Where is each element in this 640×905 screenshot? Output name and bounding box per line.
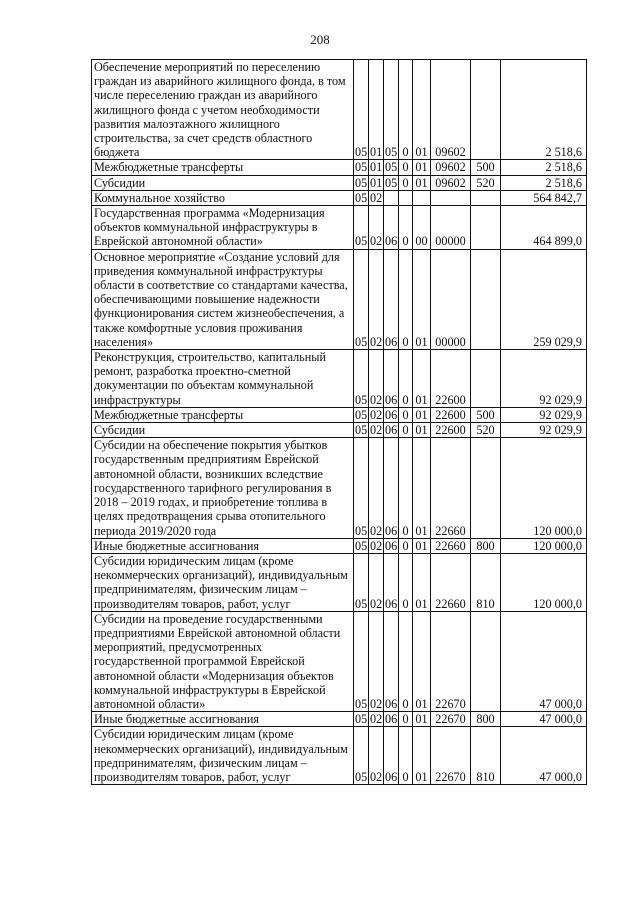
subsection-code-cell: 02	[370, 538, 383, 553]
program-code-cell: 06	[384, 206, 399, 250]
row-name-cell: Межбюджетные трансферты	[92, 407, 354, 422]
main-event-code-cell: 01	[413, 553, 431, 611]
expense-type-cell: 520	[471, 423, 501, 438]
main-event-code-cell: 01	[413, 611, 431, 711]
row-name-cell: Основное мероприятие «Создание условий для приведения коммунальной инфраструктуры области в соответствие со стандартами качества, обеспечивающими повышение надежности функционирования систем жизнеобеспечения, а также комфортные условия проживания населения»	[92, 249, 354, 349]
expense-type-cell	[471, 206, 501, 250]
section-code-cell: 05	[354, 206, 369, 250]
direction-code-cell: 09602	[431, 160, 471, 175]
expense-type-cell: 800	[471, 712, 501, 727]
main-event-code-cell: 01	[413, 249, 431, 349]
expense-type-cell: 500	[471, 160, 501, 175]
program-code-cell: 06	[384, 350, 399, 408]
amount-cell: 120 000,0	[501, 438, 587, 538]
table-row	[92, 160, 587, 175]
subsection-code-cell: 02	[369, 249, 384, 349]
amount-cell: 2 518,6	[501, 160, 587, 175]
direction-code-cell: 22670	[431, 727, 471, 785]
expense-type-cell	[471, 438, 501, 538]
subprogram-code-cell: 0	[399, 175, 413, 190]
subprogram-code-cell	[399, 190, 413, 205]
table-row	[92, 175, 587, 190]
section-code-cell: 05	[354, 60, 369, 160]
direction-code-cell: 22600	[431, 423, 471, 438]
expense-type-cell	[471, 249, 501, 349]
row-name-cell: Субсидии юридическим лицам (кроме некоммерческих организаций), индивидуальным предпринимателям, физическим лицам – производителям товаров, работ, услуг	[92, 553, 354, 611]
main-event-code-cell: 00	[413, 206, 431, 250]
subsection-code-cell: 02	[370, 712, 383, 727]
subprogram-code-cell: 0	[399, 538, 413, 553]
subsection-code-cell: 02	[369, 206, 384, 250]
section-code-cell: 05	[354, 438, 369, 538]
direction-code-cell: 22660	[431, 553, 471, 611]
subprogram-code-cell: 0	[399, 350, 413, 408]
subsection-code-cell: 02	[369, 438, 384, 538]
direction-code-cell: 22670	[431, 611, 471, 711]
table-row	[92, 60, 587, 160]
program-code-cell: 06	[385, 407, 398, 422]
table-row	[92, 727, 587, 785]
row-name-cell: Межбюджетные трансферты	[92, 160, 354, 175]
section-code-cell: 05	[354, 350, 369, 408]
program-code-cell: 06	[384, 438, 399, 538]
direction-code-cell: 09602	[431, 175, 471, 190]
program-code-cell: 05	[385, 175, 398, 190]
direction-code-cell: 22600	[431, 407, 471, 422]
row-name-cell: Субсидии	[92, 423, 354, 438]
amount-cell: 2 518,6	[501, 60, 587, 160]
expense-type-cell	[471, 350, 501, 408]
subprogram-code-cell: 0	[399, 423, 413, 438]
amount-cell: 259 029,9	[501, 249, 587, 349]
subprogram-code-cell: 0	[399, 407, 413, 422]
table-row	[92, 350, 587, 408]
amount-cell: 120 000,0	[501, 538, 587, 553]
expense-type-cell	[471, 611, 501, 711]
main-event-code-cell: 01	[413, 423, 431, 438]
amount-cell: 92 029,9	[501, 423, 587, 438]
subsection-code-cell: 02	[370, 407, 383, 422]
direction-code-cell: 22660	[431, 438, 471, 538]
direction-code-cell: 22600	[431, 350, 471, 408]
expense-type-cell	[471, 190, 501, 205]
row-name-cell: Субсидии на обеспечение покрытия убытков государственным предприятиям Еврейской автономной области, возникших вследствие государственного тарифного регулирования в 2018 – 2019 годах, и приобретение топлива в целях предотвращения срыва отопительного периода 2019/2020 года	[92, 438, 354, 538]
main-event-code-cell: 01	[413, 350, 431, 408]
row-name-cell: Коммунальное хозяйство	[92, 190, 354, 205]
subprogram-code-cell: 0	[399, 438, 413, 538]
row-name-cell: Субсидии	[92, 175, 354, 190]
page-number: 208	[310, 32, 330, 47]
section-code-cell: 05	[355, 175, 368, 190]
table-row	[92, 438, 587, 538]
subsection-code-cell: 02	[370, 423, 383, 438]
amount-cell: 2 518,6	[501, 175, 587, 190]
expense-type-cell: 800	[471, 538, 501, 553]
main-event-code-cell: 01	[413, 407, 431, 422]
amount-cell: 464 899,0	[501, 206, 587, 250]
row-name-cell: Субсидии юридическим лицам (кроме некоммерческих организаций), индивидуальным предпринимателям, физическим лицам – производителям товаров, работ, услуг	[92, 727, 354, 785]
table-row	[92, 249, 587, 349]
section-code-cell: 05	[355, 538, 368, 553]
main-event-code-cell: 01	[413, 538, 431, 553]
table-row	[92, 190, 587, 205]
section-code-cell: 05	[355, 160, 368, 175]
main-event-code-cell: 01	[413, 727, 431, 785]
table-body	[92, 60, 587, 785]
subprogram-code-cell: 0	[399, 727, 413, 785]
expense-type-cell: 810	[471, 553, 501, 611]
program-code-cell: 06	[384, 249, 399, 349]
main-event-code-cell: 01	[413, 60, 431, 160]
amount-cell: 47 000,0	[501, 611, 587, 711]
table-row	[92, 611, 587, 711]
section-code-cell: 05	[355, 407, 368, 422]
amount-cell: 564 842,7	[501, 190, 587, 205]
subsection-code-cell: 02	[369, 727, 384, 785]
row-name-cell: Обеспечение мероприятий по переселению граждан из аварийного жилищного фонда, в том числе переселению граждан из аварийного жилищного фонда с учетом необходимости развития малоэтажного жилищного строительства, за счет средств областного бюджета	[92, 60, 354, 160]
main-event-code-cell: 01	[413, 160, 431, 175]
main-event-code-cell: 01	[413, 712, 431, 727]
direction-code-cell: 22660	[431, 538, 471, 553]
subprogram-code-cell: 0	[399, 553, 413, 611]
section-code-cell: 05	[354, 249, 369, 349]
section-code-cell: 05	[355, 423, 368, 438]
subprogram-code-cell: 0	[399, 206, 413, 250]
subsection-code-cell: 02	[369, 611, 384, 711]
program-code-cell: 05	[385, 160, 398, 175]
budget-table	[91, 59, 587, 785]
row-name-cell: Реконструкция, строительство, капитальный ремонт, разработка проектно-сметной документации по объектам коммунальной инфраструктуры	[92, 350, 354, 408]
expense-type-cell	[471, 60, 501, 160]
subsection-code-cell: 02	[369, 553, 384, 611]
row-name-cell: Иные бюджетные ассигнования	[92, 538, 354, 553]
main-event-code-cell: 01	[413, 175, 431, 190]
section-code-cell: 05	[354, 553, 369, 611]
program-code-cell: 05	[384, 60, 399, 160]
amount-cell: 47 000,0	[501, 727, 587, 785]
direction-code-cell: 00000	[431, 249, 471, 349]
program-code-cell	[384, 190, 399, 205]
main-event-code-cell	[413, 190, 431, 205]
expense-type-cell: 810	[471, 727, 501, 785]
main-event-code-cell: 01	[413, 438, 431, 538]
table-row	[92, 553, 587, 611]
subprogram-code-cell: 0	[399, 60, 413, 160]
subsection-code-cell: 01	[370, 175, 383, 190]
section-code-cell: 05	[355, 190, 368, 205]
program-code-cell: 06	[384, 611, 399, 711]
table-row	[92, 206, 587, 250]
amount-cell: 120 000,0	[501, 553, 587, 611]
direction-code-cell	[431, 190, 471, 205]
direction-code-cell: 00000	[431, 206, 471, 250]
subsection-code-cell: 02	[369, 350, 384, 408]
amount-cell: 47 000,0	[501, 712, 587, 727]
direction-code-cell: 22670	[431, 712, 471, 727]
row-name-cell: Государственная программа «Модернизация объектов коммунальной инфраструктуры в Еврейской автономной области»	[92, 206, 354, 250]
row-name-cell: Субсидии на проведение государственными предприятиями Еврейской автономной области мероприятий, предусмотренных государственной программой Еврейской автономной области «Модернизация объектов коммунальной инфраструктуры в Еврейской автономной области»	[92, 611, 354, 711]
expense-type-cell: 520	[471, 175, 501, 190]
program-code-cell: 06	[385, 712, 398, 727]
table-row	[92, 712, 587, 727]
subprogram-code-cell: 0	[399, 160, 413, 175]
table-row	[92, 407, 587, 422]
row-name-cell: Иные бюджетные ассигнования	[92, 712, 354, 727]
subprogram-code-cell: 0	[399, 712, 413, 727]
amount-cell: 92 029,9	[501, 407, 587, 422]
program-code-cell: 06	[385, 423, 398, 438]
section-code-cell: 05	[354, 611, 369, 711]
program-code-cell: 06	[384, 553, 399, 611]
direction-code-cell: 09602	[431, 60, 471, 160]
subprogram-code-cell: 0	[399, 611, 413, 711]
table-row	[92, 423, 587, 438]
table-row	[92, 538, 587, 553]
subprogram-code-cell: 0	[399, 249, 413, 349]
amount-cell: 92 029,9	[501, 350, 587, 408]
subsection-code-cell: 01	[369, 60, 384, 160]
section-code-cell: 05	[354, 727, 369, 785]
expense-type-cell: 500	[471, 407, 501, 422]
subsection-code-cell: 01	[370, 160, 383, 175]
program-code-cell: 06	[385, 538, 398, 553]
program-code-cell: 06	[384, 727, 399, 785]
section-code-cell: 05	[355, 712, 368, 727]
subsection-code-cell: 02	[370, 190, 383, 205]
